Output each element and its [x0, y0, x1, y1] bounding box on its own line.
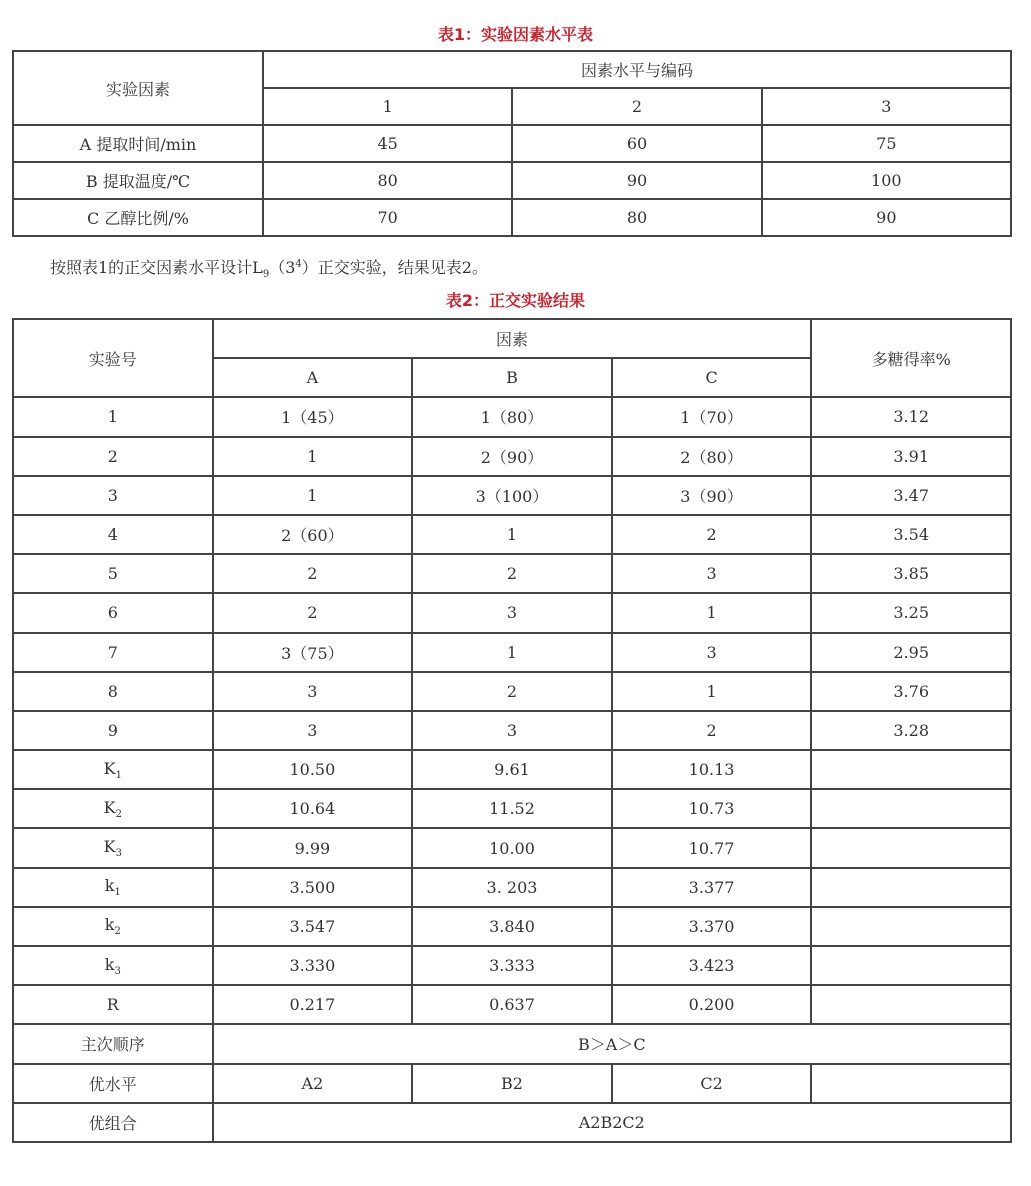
description-paragraph — [50, 255, 488, 280]
row-label-text: 8 — [107, 681, 118, 701]
factor-value: 1 — [412, 633, 612, 672]
para-sup: 4 — [295, 258, 302, 270]
table-row — [13, 711, 1011, 750]
row-label-sub: 2 — [114, 926, 121, 938]
factor-value: 1（70） — [612, 397, 812, 436]
row-label — [13, 985, 213, 1024]
table-row — [13, 437, 1011, 476]
row-label-text: K — [103, 797, 116, 817]
row-label-text: 4 — [107, 525, 118, 545]
factor-value: 10.73 — [612, 789, 812, 828]
table-row — [13, 199, 1011, 236]
yield-value — [811, 789, 1011, 828]
table-row — [13, 828, 1011, 867]
factor-value: 3 — [412, 711, 612, 750]
table-row — [13, 397, 1011, 436]
table-row — [13, 554, 1011, 593]
factor-label: B — [412, 358, 612, 397]
factor-value: 3.377 — [612, 868, 812, 907]
row-label-text: k — [104, 915, 115, 935]
factor-value: 3（90） — [612, 476, 812, 515]
empty-cell — [811, 1064, 1011, 1103]
factor-value: 3 — [213, 711, 413, 750]
factor-value: 10.64 — [213, 789, 413, 828]
row-label-text: 7 — [107, 642, 118, 662]
factor-value: 2 — [612, 515, 812, 554]
row-label — [13, 554, 213, 593]
row-label — [13, 397, 213, 436]
factor-value: 3.370 — [612, 907, 812, 946]
yield-value — [811, 946, 1011, 985]
level-value: 75 — [762, 125, 1011, 162]
factor-level-table — [12, 50, 1012, 237]
row-label-text: 6 — [107, 603, 118, 623]
table-row — [13, 868, 1011, 907]
factor-value: 10.50 — [213, 750, 413, 789]
factor-value: 0.217 — [213, 985, 413, 1024]
table2-title: 表2：正交实验结果 — [445, 291, 586, 310]
table-row — [13, 750, 1011, 789]
row-label — [13, 633, 213, 672]
row-label-sub: 3 — [114, 965, 121, 977]
optimal-level-row — [13, 1064, 1011, 1103]
optimal-level-label: 优水平 — [13, 1064, 213, 1103]
factor-value: 2（80） — [612, 437, 812, 476]
yield-value — [811, 750, 1011, 789]
yield-value: 3.28 — [811, 711, 1011, 750]
factor-value: 3.423 — [612, 946, 812, 985]
row-label — [13, 946, 213, 985]
optimal-level: B2 — [412, 1064, 612, 1103]
optimal-combo-row — [13, 1103, 1011, 1142]
table-row — [13, 162, 1011, 199]
row-label — [13, 907, 213, 946]
factor-value: 11.52 — [412, 789, 612, 828]
level-value: 100 — [762, 162, 1011, 199]
table-row — [13, 633, 1011, 672]
factor-value: 1 — [412, 515, 612, 554]
factor-value: 3.333 — [412, 946, 612, 985]
table-row — [13, 985, 1011, 1024]
table-row — [13, 789, 1011, 828]
para-text: （3 — [269, 258, 296, 277]
row-label-sub: 3 — [115, 848, 122, 860]
order-row — [13, 1024, 1011, 1063]
factor-value: 2 — [412, 554, 612, 593]
factor-value: 3（100） — [412, 476, 612, 515]
factor-value: 2（90） — [412, 437, 612, 476]
yield-value: 3.85 — [811, 554, 1011, 593]
order-label: 主次顺序 — [13, 1024, 213, 1063]
table1-title: 表1：实验因素水平表 — [437, 25, 594, 44]
factor-value: 9.99 — [213, 828, 413, 867]
row-label — [13, 515, 213, 554]
factor-name: A 提取时间/min — [13, 125, 263, 162]
header-factors: 因素 — [213, 319, 812, 358]
level-value: 45 — [263, 125, 512, 162]
level-value: 60 — [512, 125, 761, 162]
factor-value: 0.200 — [612, 985, 812, 1024]
row-label-text: 3 — [107, 485, 118, 505]
factor-value: 10.13 — [612, 750, 812, 789]
factor-value: 1 — [213, 437, 413, 476]
optimal-combo-label: 优组合 — [13, 1103, 213, 1142]
factor-value: 10.00 — [412, 828, 612, 867]
factor-value: 3.330 — [213, 946, 413, 985]
factor-value: 2 — [612, 711, 812, 750]
row-label-sub: 1 — [114, 887, 121, 899]
row-label-sub: 2 — [115, 808, 122, 820]
factor-value: 3. 203 — [412, 868, 612, 907]
row-label — [13, 711, 213, 750]
row-label-text: K — [103, 758, 116, 778]
factor-name: B 提取温度/℃ — [13, 162, 263, 199]
level-label: 2 — [512, 88, 761, 125]
table-row — [13, 593, 1011, 632]
yield-value — [811, 907, 1011, 946]
level-value: 80 — [512, 199, 761, 236]
header-yield: 多糖得率% — [811, 319, 1011, 397]
level-value: 80 — [263, 162, 512, 199]
yield-value: 3.91 — [811, 437, 1011, 476]
header-factor: 实验因素 — [13, 51, 263, 125]
yield-value: 3.47 — [811, 476, 1011, 515]
factor-value: 1 — [612, 593, 812, 632]
level-value: 90 — [762, 199, 1011, 236]
factor-value: 9.61 — [412, 750, 612, 789]
factor-value: 3.500 — [213, 868, 413, 907]
header-levels: 因素水平与编码 — [263, 51, 1011, 88]
order-value: B＞A＞C — [213, 1024, 1011, 1063]
table-row — [13, 907, 1011, 946]
factor-value: 1（80） — [412, 397, 612, 436]
yield-value — [811, 985, 1011, 1024]
row-label — [13, 789, 213, 828]
para-text: 按照表1的正交因素水平设计L — [50, 258, 263, 277]
table-row — [13, 125, 1011, 162]
table-row — [13, 672, 1011, 711]
table-row — [13, 946, 1011, 985]
yield-value: 3.54 — [811, 515, 1011, 554]
factor-value: 3 — [213, 672, 413, 711]
row-label-text: 1 — [107, 407, 118, 427]
yield-value: 2.95 — [811, 633, 1011, 672]
factor-label: C — [612, 358, 812, 397]
factor-value: 1 — [213, 476, 413, 515]
row-label-text: R — [106, 995, 119, 1015]
factor-value: 3 — [612, 554, 812, 593]
yield-value: 3.76 — [811, 672, 1011, 711]
row-label-text: 5 — [107, 564, 118, 584]
yield-value — [811, 828, 1011, 867]
factor-value: 2 — [412, 672, 612, 711]
row-label-text: K — [103, 836, 116, 856]
row-label-text: k — [104, 876, 115, 896]
factor-label: A — [213, 358, 413, 397]
factor-value: 3 — [612, 633, 812, 672]
factor-value: 3（75） — [213, 633, 413, 672]
row-label — [13, 868, 213, 907]
row-label — [13, 672, 213, 711]
optimal-combo-value: A2B2C2 — [213, 1103, 1011, 1142]
factor-value: 2 — [213, 554, 413, 593]
table-row — [13, 476, 1011, 515]
header-exp: 实验号 — [13, 319, 213, 397]
para-sub: 9 — [262, 269, 270, 281]
optimal-level: C2 — [612, 1064, 812, 1103]
factor-value: 1 — [612, 672, 812, 711]
row-label-text: 9 — [107, 720, 118, 740]
row-label — [13, 476, 213, 515]
para-text: ）正交实验，结果见表2。 — [301, 258, 488, 277]
row-label — [13, 593, 213, 632]
factor-value: 3.547 — [213, 907, 413, 946]
level-value: 90 — [512, 162, 761, 199]
row-label — [13, 437, 213, 476]
factor-value: 0.637 — [412, 985, 612, 1024]
factor-value: 1（45） — [213, 397, 413, 436]
yield-value: 3.12 — [811, 397, 1011, 436]
factor-value: 3 — [412, 593, 612, 632]
yield-value: 3.25 — [811, 593, 1011, 632]
orthogonal-results-table — [12, 318, 1012, 1143]
factor-value: 2（60） — [213, 515, 413, 554]
row-label-text: k — [104, 954, 115, 974]
row-label-sub: 1 — [115, 769, 122, 781]
row-label-text: 2 — [107, 446, 118, 466]
level-label: 3 — [762, 88, 1011, 125]
factor-value: 3.840 — [412, 907, 612, 946]
level-label: 1 — [263, 88, 512, 125]
yield-value — [811, 868, 1011, 907]
factor-name: C 乙醇比例/% — [13, 199, 263, 236]
table-row — [13, 515, 1011, 554]
row-label — [13, 750, 213, 789]
level-value: 70 — [263, 199, 512, 236]
factor-value: 10.77 — [612, 828, 812, 867]
factor-value: 2 — [213, 593, 413, 632]
optimal-level: A2 — [213, 1064, 413, 1103]
row-label — [13, 828, 213, 867]
